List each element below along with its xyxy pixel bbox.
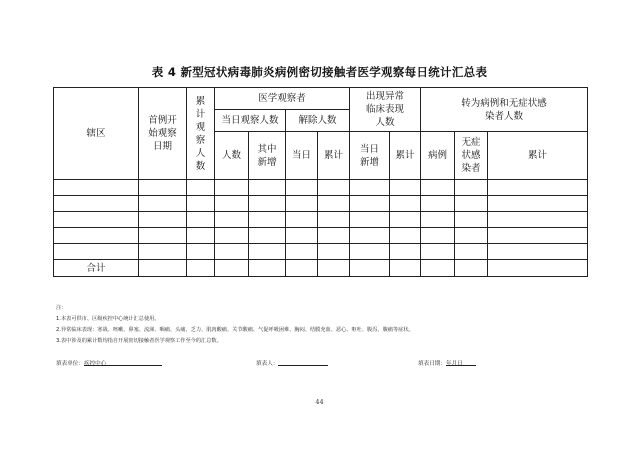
filler	[256, 359, 278, 367]
header-today-observed-count: 人数	[215, 132, 249, 180]
table-row	[54, 228, 588, 244]
header-released-cumulative: 累计	[318, 132, 350, 180]
header-district: 辖区	[54, 88, 139, 180]
fill-date-label: 填表日期：	[418, 361, 446, 367]
filler-label: 填表人：	[256, 361, 279, 367]
header-case: 病例	[421, 132, 455, 180]
header-abnormal-today-new: 当日新增	[350, 132, 390, 180]
table-row	[54, 212, 588, 228]
header-released: 解除人数	[286, 110, 350, 132]
notes-heading: 注：	[56, 305, 67, 311]
fill-date-month: 月	[451, 361, 458, 367]
fill-unit-suffix: 疾控中心	[83, 361, 107, 367]
header-converted: 转为病例和无症状感染者人数	[421, 88, 588, 132]
table-row	[54, 244, 588, 260]
header-asymptomatic: 无症状感染者	[455, 132, 488, 180]
notes	[56, 303, 596, 347]
note-item: 1.本表可供市、区级疾控中心统计汇总使用。	[56, 316, 160, 322]
header-medical-observation: 医学观察者	[215, 88, 350, 110]
header-cumulative-observed: 累计观察人数	[187, 88, 215, 180]
fill-unit-label: 填表单位：	[56, 361, 84, 367]
total-label: 合计	[54, 260, 139, 277]
fill-date-day-blank	[457, 359, 469, 366]
fill-unit-blank	[84, 359, 162, 366]
total-row	[54, 260, 588, 277]
header-first-case-start-date: 首例开始观察日期	[139, 88, 187, 180]
table-row	[54, 180, 588, 196]
page-number: 44	[315, 398, 324, 406]
note-item: 3.表中涉及的累计数均指自开展密切接触者医学观察工作至今的汇总数。	[56, 338, 222, 344]
fill-date-day: 日	[457, 361, 463, 367]
note-item: 2.异常临床表现：寒战、咳嗽、鼻塞、流涕、咽痛、头痛、乏力、肌肉酸痛、关节酸痛、气促呼吸困难、胸闷、结膜充血、恶心、呕吐、腹泻、腹痛等症状。	[56, 327, 414, 333]
filler-blank	[278, 359, 328, 366]
fill-unit	[56, 359, 106, 367]
summary-table	[53, 87, 588, 277]
sign-row	[56, 359, 596, 371]
header-abnormal-symptoms: 出现异常临床表现人数	[350, 88, 421, 132]
header-converted-cumulative: 累计	[488, 132, 588, 180]
header-released-today: 当日	[286, 132, 318, 180]
fill-date	[418, 359, 463, 367]
table-row	[54, 196, 588, 212]
header-today-observed: 当日观察人数	[215, 110, 286, 132]
header-of-which-new: 其中新增	[249, 132, 286, 180]
fill-date-year: 年	[445, 361, 452, 367]
header-abnormal-cumulative: 累计	[390, 132, 421, 180]
table-title: 表 4 新型冠状病毒肺炎病例密切接触者医学观察每日统计汇总表	[151, 65, 488, 79]
